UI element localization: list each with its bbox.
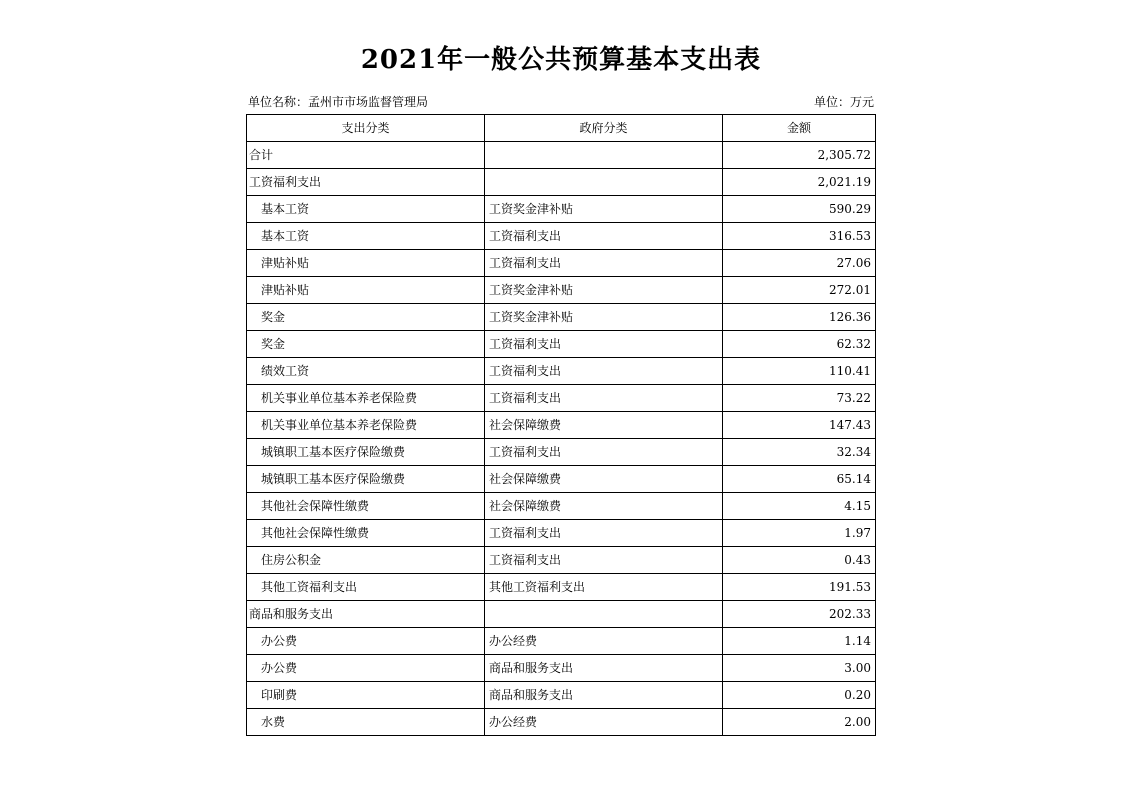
table-row xyxy=(247,250,876,277)
table-row xyxy=(247,196,876,223)
table-row xyxy=(247,358,876,385)
table-row xyxy=(247,466,876,493)
cell-category: 其他社会保障性缴费 xyxy=(247,493,485,520)
cell-gov: 社会保障缴费 xyxy=(484,493,722,520)
budget-table xyxy=(246,114,876,736)
cell-category: 工资福利支出 xyxy=(247,169,485,196)
table-row xyxy=(247,412,876,439)
table-row xyxy=(247,520,876,547)
cell-amount: 147.43 xyxy=(722,412,875,439)
table-row xyxy=(247,385,876,412)
cell-gov: 工资奖金津补贴 xyxy=(484,277,722,304)
table-row xyxy=(247,682,876,709)
cell-gov: 工资奖金津补贴 xyxy=(484,304,722,331)
cell-amount: 1.14 xyxy=(722,628,875,655)
cell-gov: 社会保障缴费 xyxy=(484,412,722,439)
cell-category: 绩效工资 xyxy=(247,358,485,385)
cell-amount: 4.15 xyxy=(722,493,875,520)
unit-label: 单位：万元 xyxy=(813,95,874,109)
table-row xyxy=(247,277,876,304)
cell-amount: 0.20 xyxy=(722,682,875,709)
cell-category: 基本工资 xyxy=(247,223,485,250)
cell-category: 机关事业单位基本养老保险费 xyxy=(247,385,485,412)
cell-amount: 2,021.19 xyxy=(722,169,875,196)
cell-category: 奖金 xyxy=(247,304,485,331)
cell-gov: 工资奖金津补贴 xyxy=(484,196,722,223)
cell-gov: 办公经费 xyxy=(484,709,722,736)
cell-amount: 272.01 xyxy=(722,277,875,304)
cell-gov xyxy=(484,142,722,169)
cell-amount: 126.36 xyxy=(722,304,875,331)
cell-amount: 32.34 xyxy=(722,439,875,466)
cell-category: 机关事业单位基本养老保险费 xyxy=(247,412,485,439)
cell-amount: 62.32 xyxy=(722,331,875,358)
cell-gov: 商品和服务支出 xyxy=(484,682,722,709)
cell-amount: 202.33 xyxy=(722,601,875,628)
cell-amount: 27.06 xyxy=(722,250,875,277)
cell-amount: 590.29 xyxy=(722,196,875,223)
cell-category: 办公费 xyxy=(247,655,485,682)
table-row xyxy=(247,439,876,466)
table-row xyxy=(247,169,876,196)
cell-category: 合计 xyxy=(247,142,485,169)
unit-name: 单位名称：孟州市市场监督管理局 xyxy=(248,95,429,109)
cell-category: 奖金 xyxy=(247,331,485,358)
cell-amount: 65.14 xyxy=(722,466,875,493)
table-row xyxy=(247,142,876,169)
cell-category: 城镇职工基本医疗保险缴费 xyxy=(247,439,485,466)
cell-gov: 工资福利支出 xyxy=(484,385,722,412)
cell-gov: 工资福利支出 xyxy=(484,547,722,574)
cell-gov: 社会保障缴费 xyxy=(484,466,722,493)
table-row xyxy=(247,574,876,601)
cell-category: 津贴补贴 xyxy=(247,277,485,304)
cell-gov: 工资福利支出 xyxy=(484,331,722,358)
cell-category: 基本工资 xyxy=(247,196,485,223)
table-body xyxy=(247,142,876,736)
cell-category: 印刷费 xyxy=(247,682,485,709)
table-row xyxy=(247,493,876,520)
cell-category: 城镇职工基本医疗保险缴费 xyxy=(247,466,485,493)
cell-amount: 191.53 xyxy=(722,574,875,601)
table-row xyxy=(247,331,876,358)
cell-amount: 73.22 xyxy=(722,385,875,412)
cell-amount: 0.43 xyxy=(722,547,875,574)
cell-category: 住房公积金 xyxy=(247,547,485,574)
table-row xyxy=(247,547,876,574)
cell-gov xyxy=(484,601,722,628)
cell-gov: 工资福利支出 xyxy=(484,250,722,277)
cell-category: 办公费 xyxy=(247,628,485,655)
cell-amount: 110.41 xyxy=(722,358,875,385)
page-title: 2021年一般公共预算基本支出表 xyxy=(360,45,762,75)
table-row xyxy=(247,655,876,682)
meta-bar xyxy=(246,92,876,112)
table-row xyxy=(247,709,876,736)
header-amount: 金额 xyxy=(722,115,875,142)
cell-gov: 其他工资福利支出 xyxy=(484,574,722,601)
table-row xyxy=(247,628,876,655)
cell-gov: 工资福利支出 xyxy=(484,439,722,466)
cell-gov: 工资福利支出 xyxy=(484,520,722,547)
cell-amount: 316.53 xyxy=(722,223,875,250)
cell-gov: 工资福利支出 xyxy=(484,223,722,250)
header-gov: 政府分类 xyxy=(484,115,722,142)
cell-amount: 2,305.72 xyxy=(722,142,875,169)
cell-gov: 工资福利支出 xyxy=(484,358,722,385)
cell-category: 商品和服务支出 xyxy=(247,601,485,628)
cell-category: 其他工资福利支出 xyxy=(247,574,485,601)
table-row xyxy=(247,601,876,628)
cell-gov: 办公经费 xyxy=(484,628,722,655)
table-row xyxy=(247,304,876,331)
table-row xyxy=(247,223,876,250)
cell-amount: 3.00 xyxy=(722,655,875,682)
cell-category: 津贴补贴 xyxy=(247,250,485,277)
cell-gov: 商品和服务支出 xyxy=(484,655,722,682)
cell-amount: 1.97 xyxy=(722,520,875,547)
table-header-row xyxy=(247,115,876,142)
header-category: 支出分类 xyxy=(247,115,485,142)
cell-category: 水费 xyxy=(247,709,485,736)
cell-gov xyxy=(484,169,722,196)
cell-amount: 2.00 xyxy=(722,709,875,736)
cell-category: 其他社会保障性缴费 xyxy=(247,520,485,547)
